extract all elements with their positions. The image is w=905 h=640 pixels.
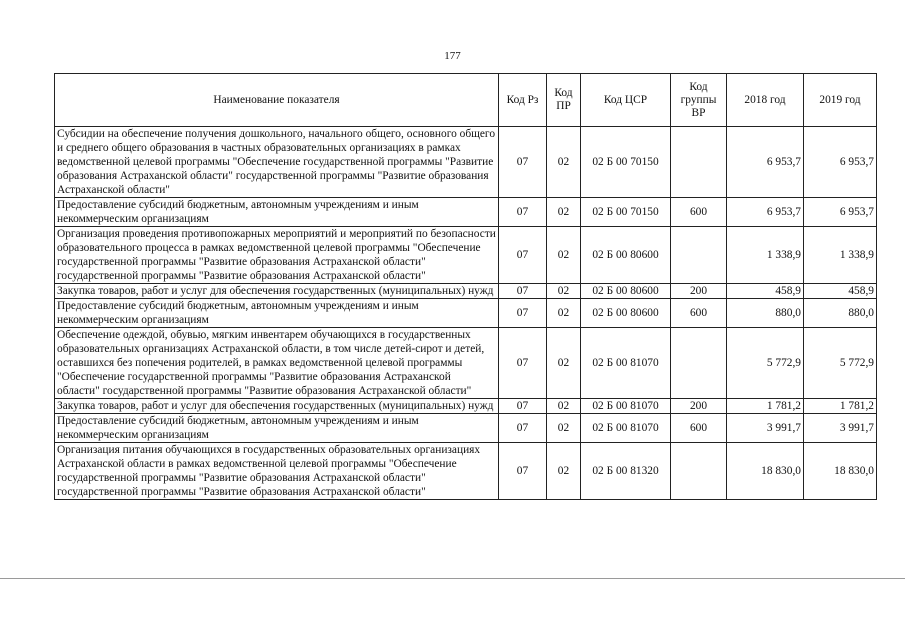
row-rz: 07 (499, 328, 547, 399)
row-2018: 458,9 (727, 284, 804, 299)
table-row (55, 284, 877, 299)
row-name: Организация проведения противопожарных мероприятий и мероприятий по безопасности образовательного процесса в рамках ведомственной целевой программы "Обеспечение государственной программы "Развитие образования Астраханской области" государственной программы "Развитие образования Астраханской области" (55, 227, 499, 284)
header-pr: Код ПР (547, 74, 581, 127)
header-vr: Код группы ВР (671, 74, 727, 127)
table-row (55, 443, 877, 500)
row-vr: 600 (671, 414, 727, 443)
row-pr: 02 (547, 399, 581, 414)
row-name: Закупка товаров, работ и услуг для обеспечения государственных (муниципальных) нужд (55, 284, 499, 299)
row-vr: 600 (671, 198, 727, 227)
row-vr (671, 443, 727, 500)
row-vr (671, 227, 727, 284)
row-name: Предоставление субсидий бюджетным, автономным учреждениям и иным некоммерческим организациям (55, 299, 499, 328)
row-name: Предоставление субсидий бюджетным, автономным учреждениям и иным некоммерческим организациям (55, 414, 499, 443)
table-row (55, 414, 877, 443)
table-row (55, 328, 877, 399)
row-csr: 02 Б 00 80600 (581, 299, 671, 328)
header-csr: Код ЦСР (581, 74, 671, 127)
row-pr: 02 (547, 328, 581, 399)
row-vr (671, 328, 727, 399)
row-pr: 02 (547, 414, 581, 443)
row-2019: 5 772,9 (804, 328, 877, 399)
table-header-row (55, 74, 877, 127)
row-pr: 02 (547, 299, 581, 328)
row-2018: 3 991,7 (727, 414, 804, 443)
table-row (55, 299, 877, 328)
header-rz: Код Рз (499, 74, 547, 127)
row-2019: 3 991,7 (804, 414, 877, 443)
row-csr: 02 Б 00 81070 (581, 414, 671, 443)
page-number: 177 (444, 50, 461, 62)
row-name: Закупка товаров, работ и услуг для обеспечения государственных (муниципальных) нужд (55, 399, 499, 414)
row-2019: 458,9 (804, 284, 877, 299)
table-row (55, 399, 877, 414)
row-name: Организация питания обучающихся в государственных образовательных организациях Астраханской области в рамках ведомственной целевой программы "Обеспечение государственной программы "Развитие образования Астраханской области" государственной программы "Развитие образования Астраханской области" (55, 443, 499, 500)
row-csr: 02 Б 00 81070 (581, 399, 671, 414)
row-rz: 07 (499, 127, 547, 198)
row-2018: 6 953,7 (727, 127, 804, 198)
row-pr: 02 (547, 227, 581, 284)
row-rz: 07 (499, 198, 547, 227)
row-2019: 6 953,7 (804, 127, 877, 198)
row-pr: 02 (547, 198, 581, 227)
row-2019: 880,0 (804, 299, 877, 328)
row-pr: 02 (547, 443, 581, 500)
row-name: Субсидии на обеспечение получения дошкольного, начального общего, основного общего и среднего общего образования в частных образовательных организациях в рамках ведомственной целевой программы "Обеспечение государственной программы "Развитие образования Астраханской области" государственной программы "Развитие образования Астраханской области" (55, 127, 499, 198)
row-vr (671, 127, 727, 198)
row-csr: 02 Б 00 70150 (581, 127, 671, 198)
row-rz: 07 (499, 414, 547, 443)
row-2019: 1 781,2 (804, 399, 877, 414)
budget-table (54, 73, 877, 500)
row-name: Предоставление субсидий бюджетным, автономным учреждениям и иным некоммерческим организациям (55, 198, 499, 227)
row-csr: 02 Б 00 81070 (581, 328, 671, 399)
table-row (55, 127, 877, 198)
row-2018: 18 830,0 (727, 443, 804, 500)
row-2019: 6 953,7 (804, 198, 877, 227)
row-rz: 07 (499, 399, 547, 414)
row-2019: 1 338,9 (804, 227, 877, 284)
row-csr: 02 Б 00 81320 (581, 443, 671, 500)
row-rz: 07 (499, 227, 547, 284)
header-2018: 2018 год (727, 74, 804, 127)
row-vr: 200 (671, 399, 727, 414)
table-row (55, 227, 877, 284)
row-2019: 18 830,0 (804, 443, 877, 500)
table-row (55, 198, 877, 227)
header-name: Наименование показателя (55, 74, 499, 127)
page-fold-line (0, 578, 905, 579)
row-csr: 02 Б 00 70150 (581, 198, 671, 227)
row-csr: 02 Б 00 80600 (581, 284, 671, 299)
row-vr: 600 (671, 299, 727, 328)
row-pr: 02 (547, 127, 581, 198)
row-2018: 880,0 (727, 299, 804, 328)
row-csr: 02 Б 00 80600 (581, 227, 671, 284)
header-2019: 2019 год (804, 74, 877, 127)
row-rz: 07 (499, 443, 547, 500)
row-2018: 1 338,9 (727, 227, 804, 284)
row-2018: 6 953,7 (727, 198, 804, 227)
row-2018: 1 781,2 (727, 399, 804, 414)
row-rz: 07 (499, 284, 547, 299)
row-vr: 200 (671, 284, 727, 299)
row-rz: 07 (499, 299, 547, 328)
row-pr: 02 (547, 284, 581, 299)
row-2018: 5 772,9 (727, 328, 804, 399)
row-name: Обеспечение одеждой, обувью, мягким инвентарем обучающихся в государственных образовательных организациях Астраханской области, в том числе детей-сирот и детей, оставшихся без попечения родителей, в рамках ведомственной целевой программы "Обеспечение государственной программы "Развитие образования Астраханской области" государственной программы "Развитие образования Астраханской области" (55, 328, 499, 399)
